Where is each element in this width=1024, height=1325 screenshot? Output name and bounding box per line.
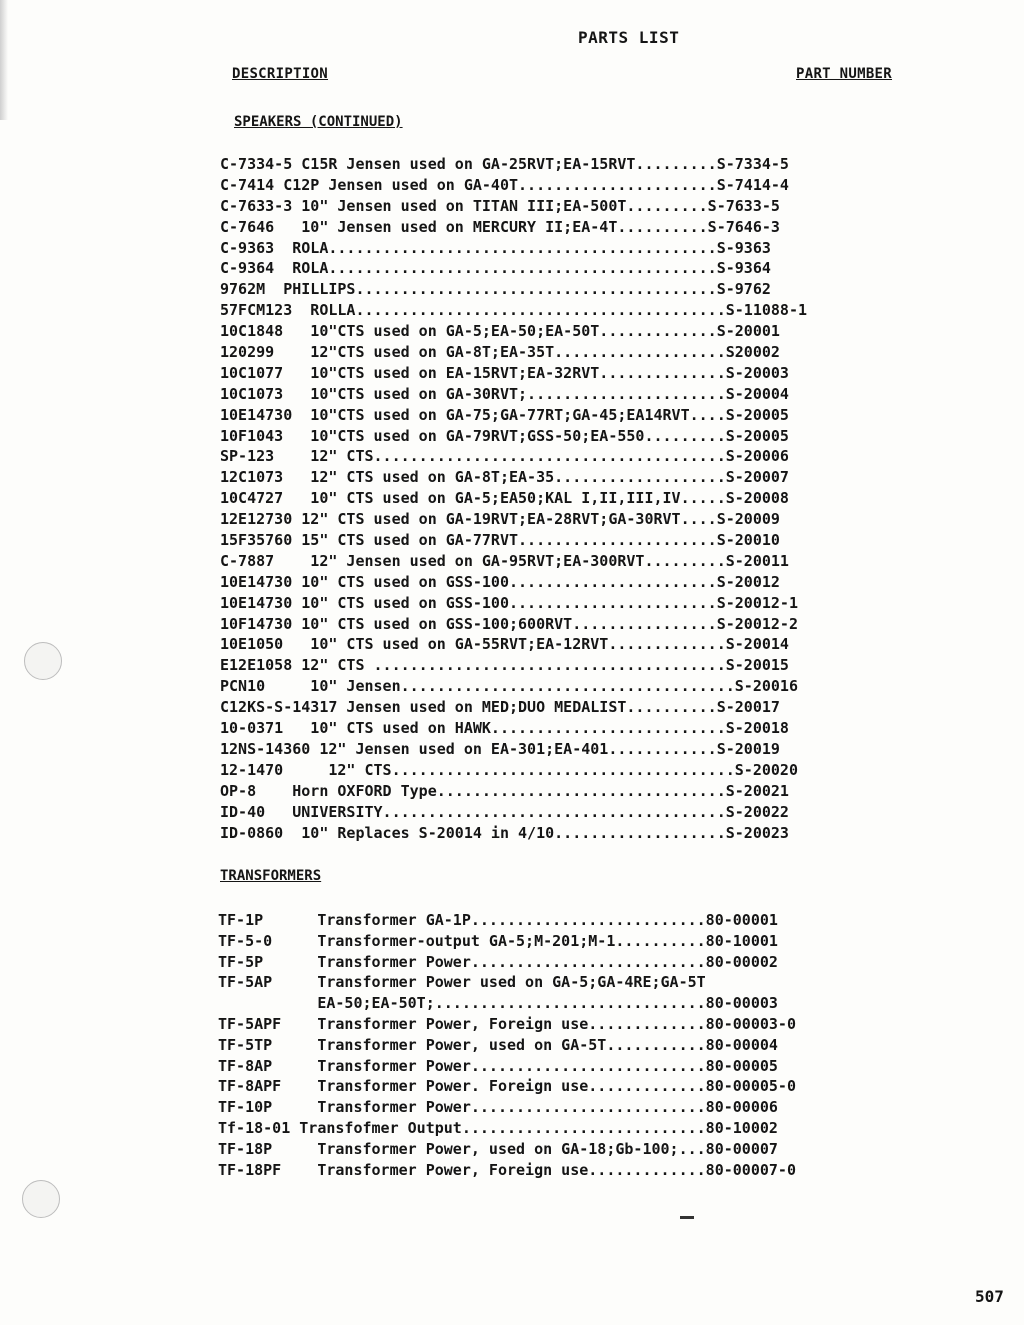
list-item: C-7414 C12P Jensen used on GA-40T......................S-7414-4 xyxy=(220,175,789,194)
punch-hole-icon xyxy=(22,1180,60,1218)
part-number-column-header: PART NUMBER xyxy=(796,66,893,82)
list-item: 12NS-14360 12" Jensen used on EA-301;EA-401............S-20019 xyxy=(220,739,780,758)
list-item: EA-50;EA-50T;..............................80-00003 xyxy=(218,994,778,1013)
list-item: 10C1077 10"CTS used on EA-15RVT;EA-32RVT..............S-20003 xyxy=(220,363,789,382)
list-item: 10C1848 10"CTS used on GA-5;EA-50;EA-50T.............S-20001 xyxy=(220,322,780,341)
page-edge-shadow xyxy=(0,0,8,120)
list-item: OP-8 Horn OXFORD Type................................S-20021 xyxy=(220,781,789,800)
transformers-section-heading: TRANSFORMERS xyxy=(220,868,322,884)
list-item: 12-1470 12" CTS......................................S-20020 xyxy=(220,760,798,779)
list-item: 10E14730 10" CTS used on GSS-100.......................S-20012 xyxy=(220,572,780,591)
list-item: C-7633-3 10" Jensen used on TITAN III;EA-500T.........S-7633-5 xyxy=(220,196,780,215)
speakers-parts-list xyxy=(220,154,807,843)
list-item: TF-8AP Transformer Power..........................80-00005 xyxy=(218,1056,778,1075)
list-item: C-9363 ROLA...........................................S-9363 xyxy=(220,238,771,257)
list-item: 10F1043 10"CTS used on GA-79RVT;GSS-50;EA-550.........S-20005 xyxy=(220,426,789,445)
list-item: 9762M PHILLIPS........................................S-9762 xyxy=(220,280,771,299)
list-item: 120299 12"CTS used on GA-8T;EA-35T...................S20002 xyxy=(220,343,780,362)
speakers-section-heading: SPEAKERS (CONTINUED) xyxy=(234,114,403,130)
list-item: TF-5APF Transformer Power, Foreign use.............80-00003-0 xyxy=(218,1014,796,1033)
list-item: E12E1058 12" CTS .......................................S-20015 xyxy=(220,656,789,675)
list-item: TF-5TP Transformer Power, used on GA-5T...........80-00004 xyxy=(218,1035,778,1054)
list-item: C-7646 10" Jensen used on MERCURY II;EA-4T..........S-7646-3 xyxy=(220,217,780,236)
list-item: 10F14730 10" CTS used on GSS-100;600RVT................S-20012-2 xyxy=(220,614,798,633)
list-item: 10C4727 10" CTS used on GA-5;EA50;KAL I,II,III,IV.....S-20008 xyxy=(220,489,789,508)
list-item: 12C1073 12" CTS used on GA-8T;EA-35...................S-20007 xyxy=(220,468,789,487)
list-item: 10-0371 10" CTS used on HAWK..........................S-20018 xyxy=(220,719,789,738)
list-item: TF-18P Transformer Power, used on GA-18;Gb-100;...80-00007 xyxy=(218,1139,778,1158)
list-item: PCN10 10" Jensen.....................................S-20016 xyxy=(220,677,798,696)
list-item: 10E14730 10"CTS used on GA-75;GA-77RT;GA-45;EA14RVT....S-20005 xyxy=(220,405,789,424)
list-item: C12KS-S-14317 Jensen used on MED;DUO MEDALIST..........S-20017 xyxy=(220,698,780,717)
list-item: TF-5AP Transformer Power used on GA-5;GA-4RE;GA-5T xyxy=(218,973,706,992)
list-item: 57FCM123 ROLLA.........................................S-11088-1 xyxy=(220,301,807,320)
punch-hole-icon xyxy=(24,642,62,680)
ink-speck xyxy=(680,1216,694,1219)
list-item: TF-1P Transformer GA-1P..........................80-00001 xyxy=(218,911,778,929)
list-item: ID-40 UNIVERSITY......................................S-20022 xyxy=(220,802,789,821)
list-item: Tf-18-01 Transfofmer Output...........................80-10002 xyxy=(218,1118,778,1137)
list-item: 10C1073 10"CTS used on GA-30RVT;......................S-20004 xyxy=(220,384,789,403)
list-item: 15F35760 15" CTS used on GA-77RVT......................S-20010 xyxy=(220,531,780,550)
description-column-header: DESCRIPTION xyxy=(232,66,329,82)
list-item: C-7334-5 C15R Jensen used on GA-25RVT;EA-15RVT.........S-7334-5 xyxy=(220,155,789,173)
list-item: TF-5-0 Transformer-output GA-5;M-201;M-1..........80-10001 xyxy=(218,931,778,950)
page-title: PARTS LIST xyxy=(578,28,680,47)
list-item: ID-0860 10" Replaces S-20014 in 4/10...................S-20023 xyxy=(220,823,789,842)
list-item: TF-8APF Transformer Power. Foreign use.............80-00005-0 xyxy=(218,1077,796,1096)
list-item: 12E12730 12" CTS used on GA-19RVT;EA-28RVT;GA-30RVT....S-20009 xyxy=(220,510,780,529)
list-item: TF-10P Transformer Power..........................80-00006 xyxy=(218,1098,778,1117)
list-item: C-7887 12" Jensen used on GA-95RVT;EA-300RVT.........S-20011 xyxy=(220,551,789,570)
list-item: SP-123 12" CTS.......................................S-20006 xyxy=(220,447,789,466)
list-item: TF-18PF Transformer Power, Foreign use.............80-00007-0 xyxy=(218,1160,796,1179)
list-item: C-9364 ROLA...........................................S-9364 xyxy=(220,259,771,278)
transformers-parts-list xyxy=(218,910,796,1180)
list-item: 10E14730 10" CTS used on GSS-100.......................S-20012-1 xyxy=(220,593,798,612)
list-item: 10E1050 10" CTS used on GA-55RVT;EA-12RVT.............S-20014 xyxy=(220,635,789,654)
list-item: TF-5P Transformer Power..........................80-00002 xyxy=(218,952,778,971)
page-number: 507 xyxy=(975,1287,1004,1306)
